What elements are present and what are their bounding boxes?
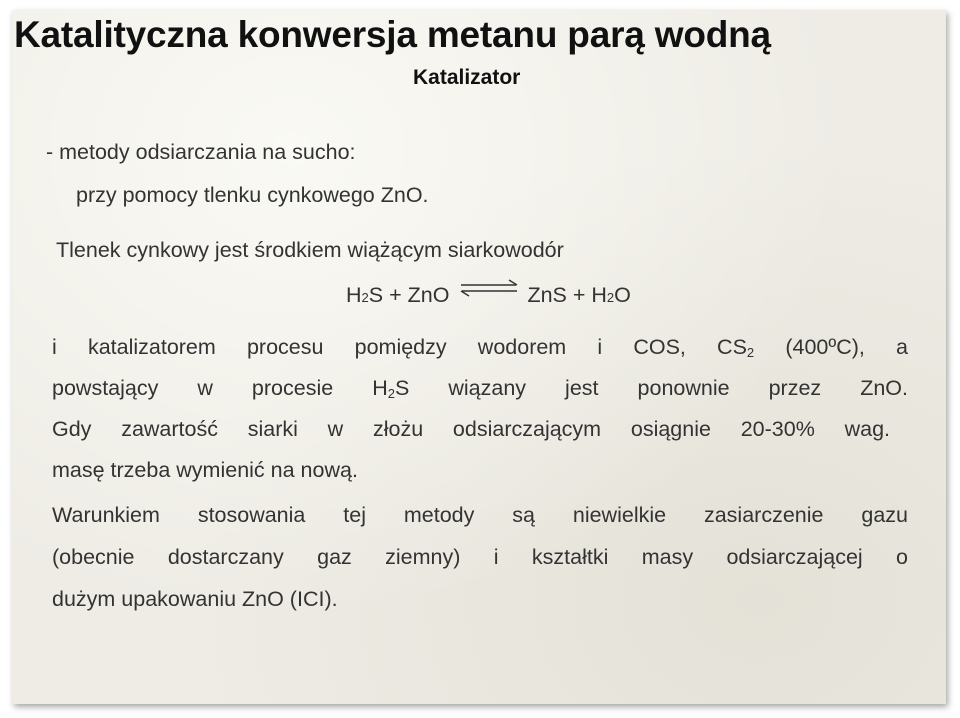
equilibrium-arrow-icon	[459, 277, 519, 299]
reaction-equation: H 2 S + ZnO ZnS + H 2 O	[346, 280, 631, 308]
equation-lhs-h: H	[346, 283, 362, 307]
equation-rhs-rest: O	[614, 283, 631, 307]
method-heading: - metody odsiarczania na sucho:	[46, 140, 356, 164]
paragraph2-line1: Warunkiem stosowania tej metody są niewielkie zasiarczenie gazu	[52, 503, 908, 527]
equation-lhs-rest: S + ZnO	[368, 283, 450, 307]
paragraph1-line4: masę trzeba wymienić na nową.	[52, 458, 358, 482]
equation-rhs-first: ZnS + H	[527, 283, 607, 307]
paragraph1-line2	[52, 376, 908, 401]
slide-title: Katalityczna konwersja metanu parą wodną	[14, 14, 771, 55]
p1-line1-tail: (400ºC), a	[754, 335, 908, 359]
p1-line2-tail: S wiązany jest ponownie przez ZnO.	[394, 376, 908, 400]
p1-line1-subscript: 2	[746, 345, 755, 360]
p1-line2-subscript: 2	[387, 386, 395, 401]
paragraph1-line3: Gdy zawartość siarki w złożu odsiarczającym osiągnie 20-30% wag.	[52, 417, 890, 441]
paragraph2-line3: dużym upakowaniu ZnO (ICI).	[52, 587, 338, 611]
slide-subtitle: Katalizator	[413, 66, 521, 89]
p1-line1-text: i katalizatorem procesu pomiędzy wodorem i COS, CS	[52, 335, 747, 359]
intro-sentence: Tlenek cynkowy jest środkiem wiążącym siarkowodór	[56, 238, 564, 262]
method-detail: przy pomocy tlenku cynkowego ZnO.	[76, 183, 429, 207]
p1-line2-text: powstający w procesie H	[52, 376, 388, 400]
paragraph2-line2: (obecnie dostarczany gaz ziemny) i kształtki masy odsiarczającej o	[52, 545, 908, 569]
paragraph1-line1	[52, 335, 908, 360]
